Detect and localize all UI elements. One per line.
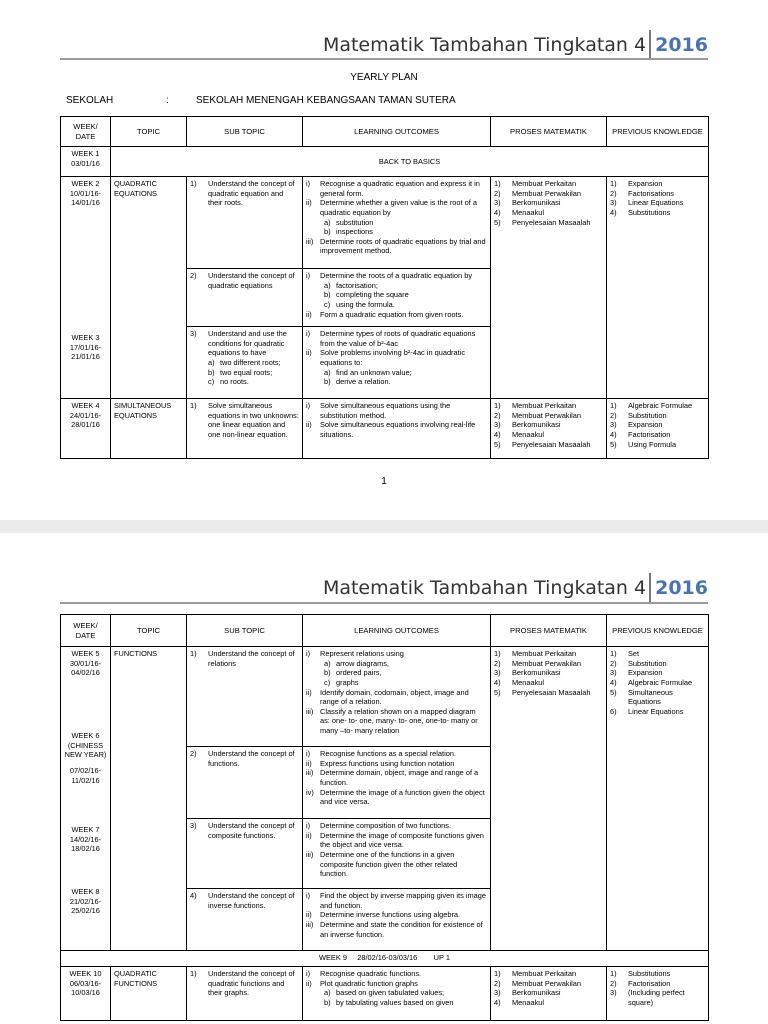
col-topic: TOPIC [111, 615, 187, 647]
previous-cell: 1) Set 2) Substitution 3) Expansion 4) Algebraic Formulae 5) Simultaneous Equations 6) Linear Equations [607, 647, 709, 951]
col-outcomes: LEARNING OUTCOMES [303, 117, 491, 147]
header-rule [60, 58, 708, 60]
topic-cell: SIMULTANEOUS EQUATIONS [111, 399, 187, 459]
school-name: SEKOLAH MENENGAH KEBANGSAAN TAMAN SUTERA [196, 95, 456, 106]
subtopic-cell: 3) Understand the concept of composite functions. [187, 819, 303, 889]
previous-cell: 1) Substitutions 2) Factorisation 3) (Including perfect square) [607, 967, 709, 1021]
school-colon: : [166, 95, 169, 106]
back-to-basics: BACK TO BASICS [111, 147, 709, 177]
subtopic-cell: 1) Understand the concept of quadratic functions and their graphs. [187, 967, 303, 1021]
col-topic: TOPIC [111, 117, 187, 147]
outcomes-cell: i) Represent relations using a) arrow diagrams, b) ordered pairs, c) graphs ii) Identify domain, codomain, object, image and range of a relation. iii) Classify a relation shown on a mapped diagram as: one- to- one, many- to- one, one-to- many or many –to- many relation [303, 647, 491, 747]
table-row [61, 147, 709, 177]
col-subtopic: SUB TOPIC [187, 117, 303, 147]
subtopic-cell: 4) Understand the concept of inverse functions. [187, 889, 303, 951]
proses-cell: 1) Membuat Perkaitan 2) Membuat Perwakilan 3) Berkomunikasi 4) Menaakul [491, 967, 607, 1021]
plan-title: YEARLY PLAN [350, 72, 418, 83]
outcomes-cell: i) Recognise functions as a special relation. ii) Express functions using function notation iii) Determine domain, object, image and range of a function. iv) Determine the image of a function given the object and vice versa. [303, 747, 491, 819]
week-cell: WEEK 5 30/01/16-04/02/16 WEEK 6 (CHINESS NEW YEAR) 07/02/16-11/02/16 WEEK 7 14/02/16-18/02/16 WEEK 8 21/02/16-25/02/16 [61, 647, 111, 951]
table-row [61, 177, 709, 269]
subtopic-cell: 2) Understand the concept of quadratic equations [187, 269, 303, 327]
previous-cell: 1) Expansion 2) Factorisations 3) Linear Equations 4) Substitutions [607, 177, 709, 399]
school-label: SEKOLAH [66, 95, 114, 106]
week9-row: WEEK 9 28/02/16-03/03/16 UP 1 [61, 951, 709, 967]
header-year: 2016 [655, 34, 708, 56]
topic-cell: QUADRATIC FUNCTIONS [111, 967, 187, 1021]
outcomes-cell: i) Determine composition of two functions. ii) Determine the image of composite functions given the object and vice versa. iii) Determine one of the functions in a given composite function given the other related function. [303, 819, 491, 889]
table-header-row [61, 615, 709, 647]
proses-cell: 1) Membuat Perkaitan 2) Membuat Perwakilan 3) Berkomunikasi 4) Menaakul 5) Penyelesaian Masaalah [491, 647, 607, 951]
week-cell: WEEK 10 06/03/16-10/03/16 [61, 967, 111, 1021]
topic-cell: QUADRATIC EQUATIONS [111, 177, 187, 399]
topic-cell: FUNCTIONS [111, 647, 187, 951]
outcomes-cell: i) Find the object by inverse mapping given its image and function. ii) Determine inverse functions using algebra. iii) Determine and state the condition for existence of an inverse function. [303, 889, 491, 951]
proses-cell: 1) Membuat Perkaitan 2) Membuat Perwakilan 3) Berkomunikasi 4) Menaakul 5) Penyelesaian Masaalah [491, 177, 607, 399]
subtopic-cell: 2) Understand the concept of functions. [187, 747, 303, 819]
document-page-2 [0, 533, 768, 1024]
col-previous: PREVIOUS KNOWLEDGE [607, 117, 709, 147]
yearly-plan-table-1 [60, 116, 709, 459]
subtopic-cell: 1) Solve simultaneous equations in two unknowns: one linear equation and one non-linear equation. [187, 399, 303, 459]
col-proses: PROSES MATEMATIK [491, 615, 607, 647]
col-week: WEEK/ DATE [61, 117, 111, 147]
outcomes-cell: i) Determine types of roots of quadratic equations from the value of b²-4ac ii) Solve problems involving b²-4ac in quadratic equations to: a) find an unknown value; b) derive a relation. [303, 327, 491, 399]
header-rule [60, 602, 708, 604]
col-outcomes: LEARNING OUTCOMES [303, 615, 491, 647]
subtopic-cell: 1) Understand the concept of relations [187, 647, 303, 747]
yearly-plan-table-2 [60, 614, 709, 1021]
table-row [61, 647, 709, 747]
subtopic-cell: 1) Understand the concept of quadratic equation and their roots. [187, 177, 303, 269]
header-divider [649, 573, 651, 603]
header-divider [649, 30, 651, 60]
week-cell: WEEK 1 03/01/16 [61, 147, 111, 177]
week-cell: WEEK 2 10/01/16-14/01/16 WEEK 3 17/01/16-21/01/16 [61, 177, 111, 399]
outcomes-cell: i) Recognise quadratic functions. ii) Plot quadratic function graphs a) based on given tabulated values; b) by tabulating values based on given [303, 967, 491, 1021]
page-header [323, 571, 708, 605]
header-title: Matematik Tambahan Tingkatan 4 [322, 34, 647, 56]
col-subtopic: SUB TOPIC [187, 615, 303, 647]
header-title: Matematik Tambahan Tingkatan 4 [322, 577, 647, 599]
table-row [61, 399, 709, 459]
proses-cell: 1) Membuat Perkaitan 2) Membuat Perwakilan 3) Berkomunikasi 4) Menaakul 5) Penyelesaian Masaalah [491, 399, 607, 459]
col-previous: PREVIOUS KNOWLEDGE [607, 615, 709, 647]
week-cell: WEEK 4 24/01/16-28/01/16 [61, 399, 111, 459]
outcomes-cell: i) Recognise a quadratic equation and express it in general form. ii) Determine whether a given value is the root of a quadratic equation by a) substitution b) inspections iii) Determine roots of quadratic equations by trial and improvement method. [303, 177, 491, 269]
outcomes-cell: i) Determine the roots of a quadratic equation by a) factorisation; b) completing the square c) using the formula. ii) Form a quadratic equation from given roots. [303, 269, 491, 327]
table-header-row [61, 117, 709, 147]
col-week: WEEK/ DATE [61, 615, 111, 647]
subtopic-cell: 3) Understand and use the conditions for quadratic equations to have a) two different roots; b) two equal roots; c) no roots. [187, 327, 303, 399]
outcomes-cell: i) Solve simultaneous equations using the substitution method. ii) Solve simultaneous equations involving real-life situations. [303, 399, 491, 459]
page-header [323, 28, 708, 62]
previous-cell: 1) Algebraic Formulae 2) Substitution 3) Expansion 4) Factorisation 5) Using Formula [607, 399, 709, 459]
table-row [61, 951, 709, 967]
school-line [66, 95, 456, 106]
table-row [61, 967, 709, 1021]
page-number: 1 [381, 476, 387, 487]
col-proses: PROSES MATEMATIK [491, 117, 607, 147]
header-year: 2016 [655, 577, 708, 599]
